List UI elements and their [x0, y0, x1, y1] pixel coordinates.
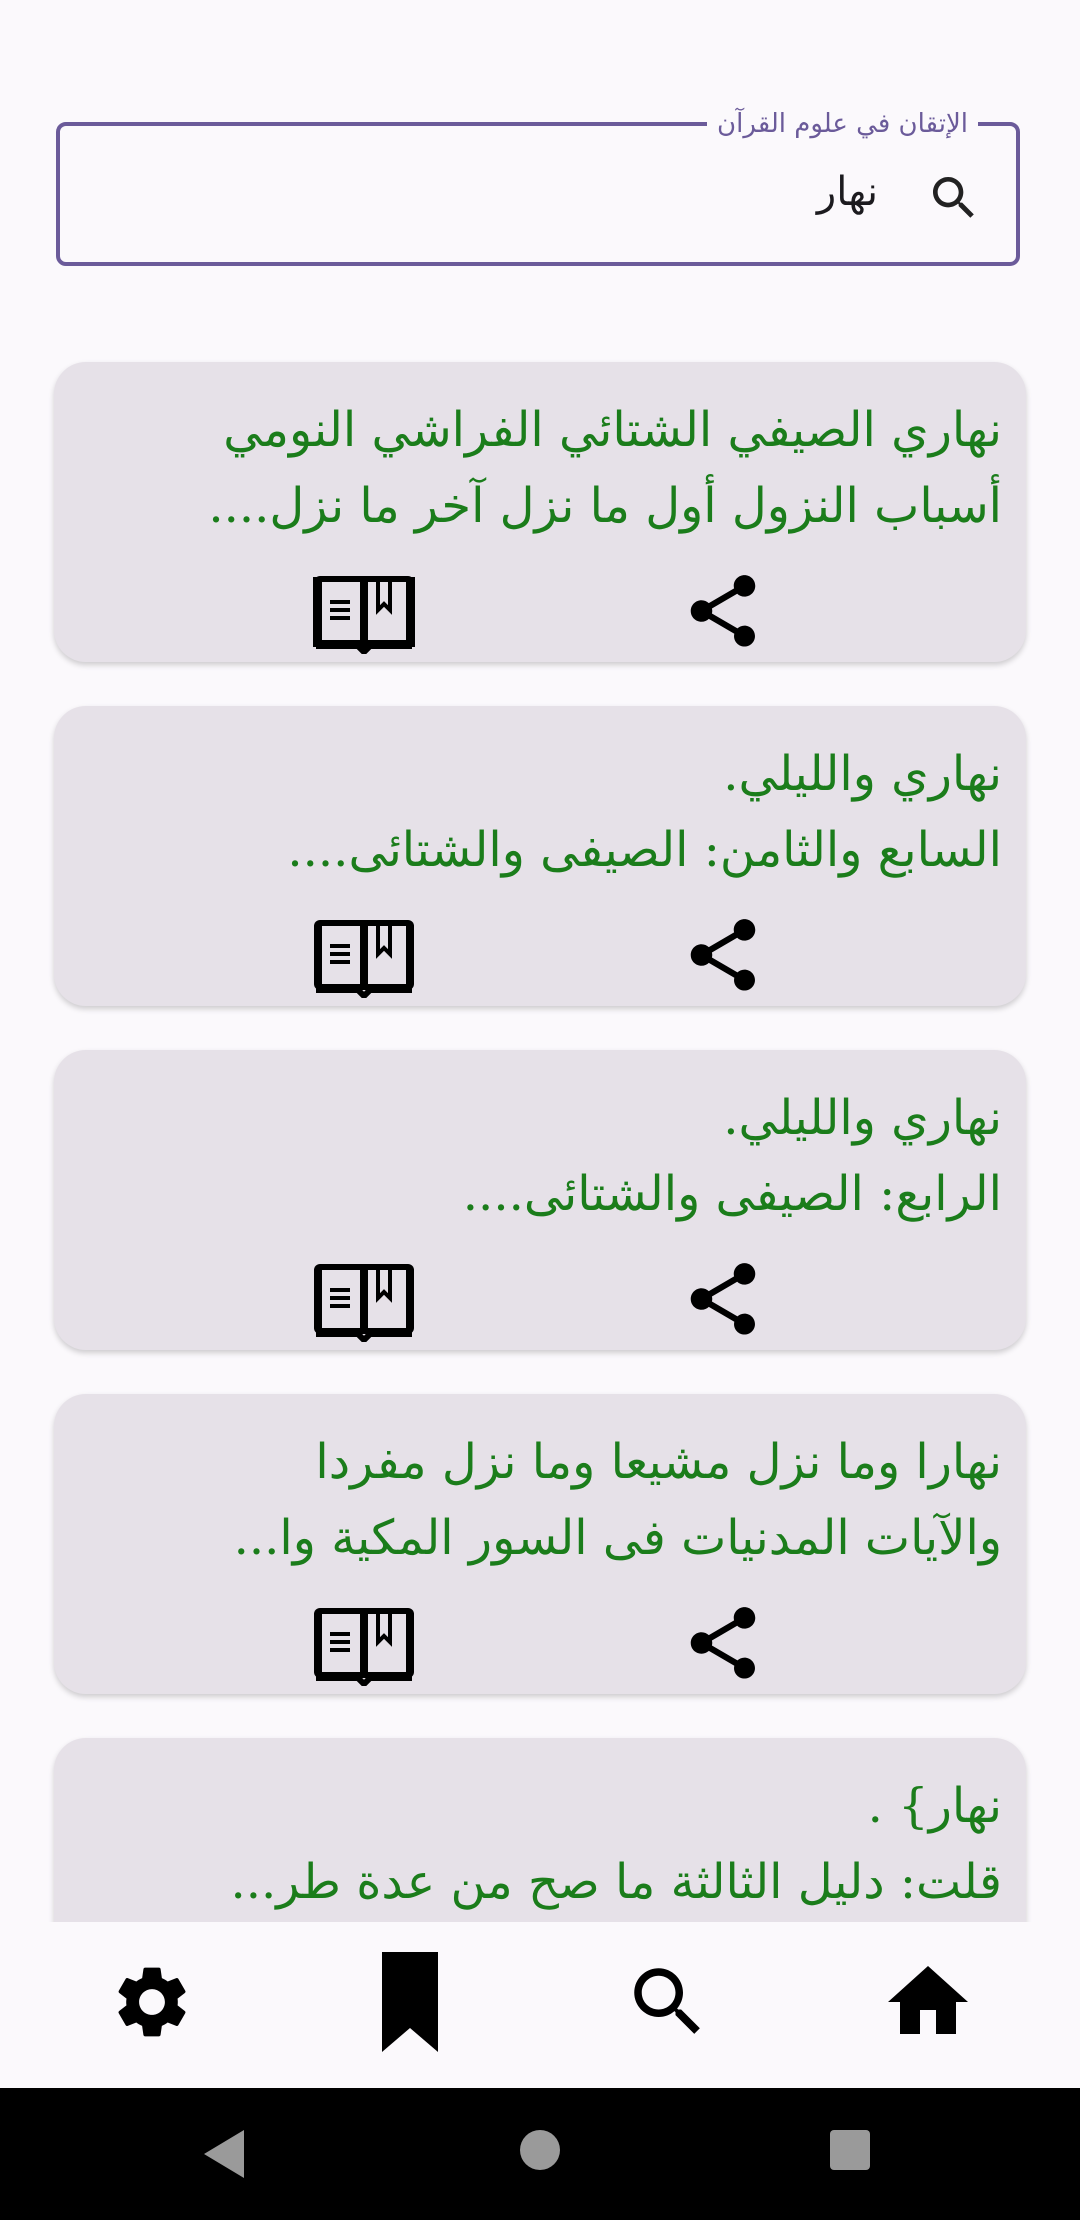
result-line: أسباب النزول أول ما نزل آخر ما نزل....	[208, 478, 1002, 534]
result-text[interactable]	[78, 392, 1002, 544]
nav-search[interactable]	[618, 1952, 718, 2052]
system-back-button[interactable]	[200, 2128, 248, 2184]
share-icon	[680, 568, 766, 654]
search-label: الإتقان في علوم القرآن	[707, 106, 978, 142]
result-line: نهاري الصيفي الشتائي الفراشي النومي	[223, 402, 1002, 458]
share-icon	[680, 1256, 766, 1342]
book-icon	[312, 1602, 416, 1686]
book-icon	[312, 914, 416, 998]
result-line: السابع والثامن: الصيفى والشتائى....	[287, 822, 1002, 878]
result-line: قلت: دليل الثالثة ما صح من عدة طر...	[230, 1854, 1002, 1910]
result-card[interactable]	[54, 362, 1026, 662]
result-line: نهاري والليلي.	[723, 1090, 1002, 1146]
book-icon	[312, 570, 416, 654]
bookmark-icon	[378, 1952, 442, 2052]
book-icon	[312, 1258, 416, 1342]
open-book-button[interactable]	[312, 914, 416, 998]
result-line: نهارا وما نزل مشيعا وما نزل مفردا	[315, 1434, 1002, 1490]
share-icon	[680, 1600, 766, 1686]
system-nav-bar	[0, 2088, 1080, 2220]
result-card[interactable]	[54, 706, 1026, 1006]
result-text[interactable]	[78, 1424, 1002, 1576]
search-icon[interactable]	[926, 170, 982, 226]
nav-home[interactable]	[878, 1952, 978, 2052]
result-text[interactable]	[78, 736, 1002, 888]
open-book-button[interactable]	[312, 1258, 416, 1342]
search-input[interactable]: نهار	[816, 169, 878, 215]
result-line: الرابع: الصيفى والشتائى....	[462, 1166, 1002, 1222]
back-icon	[200, 2128, 248, 2180]
result-line: نهاري والليلي.	[723, 746, 1002, 802]
home-circle-icon	[518, 2128, 562, 2172]
result-line: والآيات المدنيات فى السور المكية وا...	[233, 1510, 1002, 1566]
home-icon	[880, 1954, 976, 2050]
result-text[interactable]	[78, 1080, 1002, 1232]
bottom-nav	[0, 1922, 1080, 2088]
result-card[interactable]	[54, 1394, 1026, 1694]
recents-icon	[828, 2128, 872, 2172]
share-icon	[680, 912, 766, 998]
system-home-button[interactable]	[518, 2128, 562, 2176]
search-icon	[623, 1957, 713, 2047]
gear-icon	[109, 1959, 195, 2045]
search-field[interactable]	[56, 109, 1020, 266]
result-line: نهار} .	[867, 1778, 1002, 1834]
open-book-button[interactable]	[312, 1602, 416, 1686]
share-button[interactable]	[680, 568, 766, 654]
share-button[interactable]	[680, 912, 766, 998]
share-button[interactable]	[680, 1256, 766, 1342]
share-button[interactable]	[680, 1600, 766, 1686]
nav-settings[interactable]	[102, 1952, 202, 2052]
open-book-button[interactable]	[312, 570, 416, 654]
system-recents-button[interactable]	[828, 2128, 872, 2176]
nav-bookmarks[interactable]	[360, 1952, 460, 2052]
result-card[interactable]	[54, 1738, 1026, 1922]
result-text[interactable]	[78, 1768, 1002, 1920]
result-card[interactable]	[54, 1050, 1026, 1350]
